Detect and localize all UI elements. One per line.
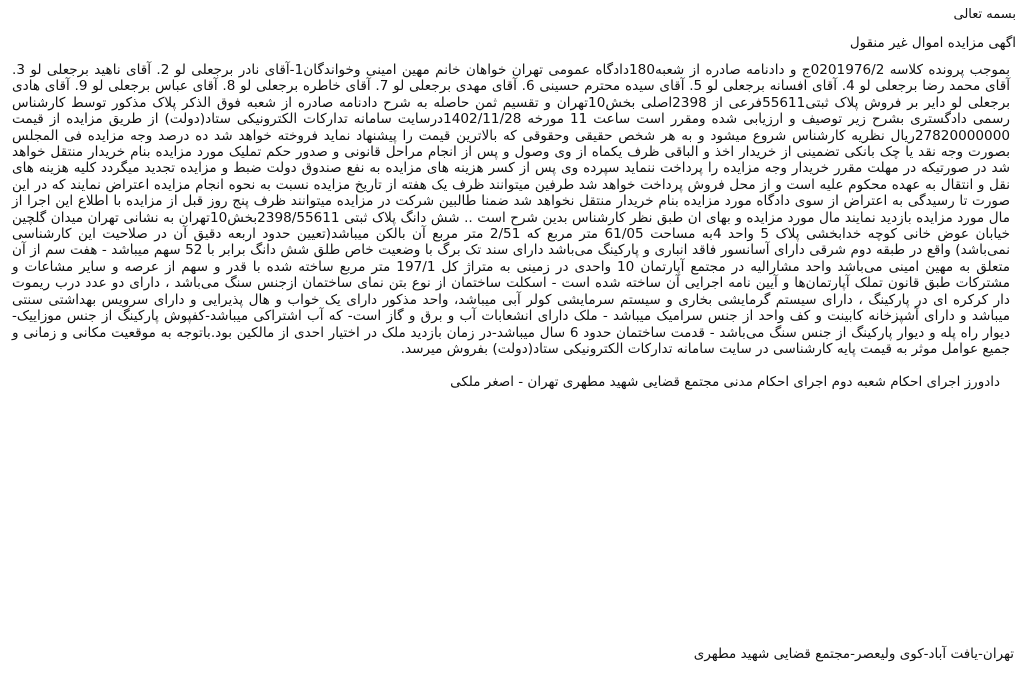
officer-signature-line: دادورز اجرای احکام شعبه دوم اجرای احکام مدنی مجتمع قضایی شهید مطهری تهران - اصغر ملکی [450, 374, 1000, 391]
notice-body-paragraph: بموجب پرونده کلاسه 0201976/2ج و دادنامه صادره از شعبه180دادگاه عمومی تهران خواهان خانم مهین امینی وخواندگان1-آقای نادر برجعلی لو 2. آقای ناهید برجعلی لو 3. آقای محمد رضا برجعلی لو 4. آقای افسانه برجعلی لو 5. آقای سیده محترم حسینی 6. آقای مهدی برجعلی لو 7. آقای خاطره برجعلی لو 8. آقای عباس برجعلی لو 9. آقای هادی برجعلی لو دایر بر فروش پلاک ثبتی55611فرعی از 2398اصلی بخش10تهران و تقسیم ثمن حاصله به شرح دادنامه صادره از شعبه فوق الذکر پلاک مذکور توسط کارشناس رسمی دادگستری بشرح زیر توصیف و ارزیابی شده ومقرر است ساعت 11 مورخه 1402/11/28درسایت سامانه تدارکات الکترونیکی ستاد(دولت) از طریق مزایده از قیمت 27820000000ریال نظریه کارشناس شروع میشود و به هر شخص حقیقی وحقوقی که بالاترین قیمت را پیشنهاد نماید فروخته خواهد شد ده درصد وجه مزایده فی المجلس بصورت وجه نقد یا چک بانکی تضمینی از خریدار اخذ و الباقی ظرف یکماه از وی وصول و پس از انجام مراحل قانونی و صدور حکم تملیک مورد مزایده بنام خریدار منتقل خواهد شد در صورتیکه در مهلت مقرر خریدار وجه مزایده را پرداخت ننماید سپرده وی پس از کسر هزینه های مزایده به نفع صندوق دولت ضبط و مزایده تجدید میگردد کلیه هزینه های نقل و انتقال به عهده محکوم علیه است و از محل فروش پرداخت خواهد شد طرفین میتوانند ظرف یک هفته از تاریخ مزایده نسبت به نحوه انجام مزایده اعتراض نمایند که در این صورت تا رسیدگی به اعتراض از سوی دادگاه مورد مزایده بنام خریدار منتقل نخواهد شد ضمنا طالبین شرکت در مزایده میتوانند ظرف پنج روز قبل از مزایده با اطلاع این اجرا از مال مورد مزایده بازدید نمایند مال مورد مزایده و بهای ان طبق نظر کارشناس بدین شرح است .. شش دانگ پلاک ثبتی 2398/55611بخش10تهران به نشانی تهران میدان گلچین خیابان عوض خانی کوچه خدابخشی پلاک 5 واحد 4به مساحت 61/05 متر مربع که 2/51 متر مربع آن بالکن میباشد(تعیین حدود اربعه دقیق آن در صلاحیت این کارشناسی نمی‌باشد) واقع در طبقه دوم شرقی دارای آسانسور فاقد انباری و پارکینگ می‌باشد دارای سند تک برگ با وضعیت خاص طلق شش دانگ برابر با 52 سهم میباشد - هفت سم از آن متعلق به مهین امینی می‌باشد واحد مشارالیه در مجتمع آپارتمان 10 واحدی در زمینی به متراژ کل 197/1 متر مربع ساخته شده با قدر و سهم از عرصه و سایر مشاعات و مشترکات طبق قانون تملک آپارتمان‌ها و آیین نامه اجرایی آن ساخته شده است - اسکلت ساختمان از نوع بتن نمای ساختمان ازجنس سنگ می‌باشد ، دارای دو عدد درب ریموت دار کرکره ای در پارکینگ ، دارای سیستم گرمایشی بخاری و سیستم سرمایشی کولر آبی میباشد، واحد مذکور دارای یک خواب و هال پذیرایی و دارای سرویس بهداشتی سنتی میباشد و دارای آشپزخانه کابینت و کف واحد از جنس سرامیک میباشد - ملک دارای انشعابات آب و برق و گاز است- که آب اشتراکی میباشد-کفپوش پارکینگ از جنس موزاییک- دیوار راه پله و دیوار پارکینگ از جنس سنگ می‌باشد - قدمت ساختمان حدود 6 سال میباشد-در زمان بازدید ملک در اختیار احدی از مالکین بود.باتوجه به موقعیت مکانی و زمانی و جمیع عوامل موثر به قیمت پایه کارشناسی در سایت سامانه تدارکات الکترونیکی ستاد(دولت) بفروش میرسد. [12, 62, 1011, 357]
basmala-heading: بسمه تعالی [953, 7, 1016, 22]
notice-title: اگهی مزایده اموال غیر منقول [849, 35, 1016, 51]
court-address: تهران-یافت آباد-کوی ولیعصر-مجتمع قضایی شهید مطهری [693, 646, 1014, 662]
